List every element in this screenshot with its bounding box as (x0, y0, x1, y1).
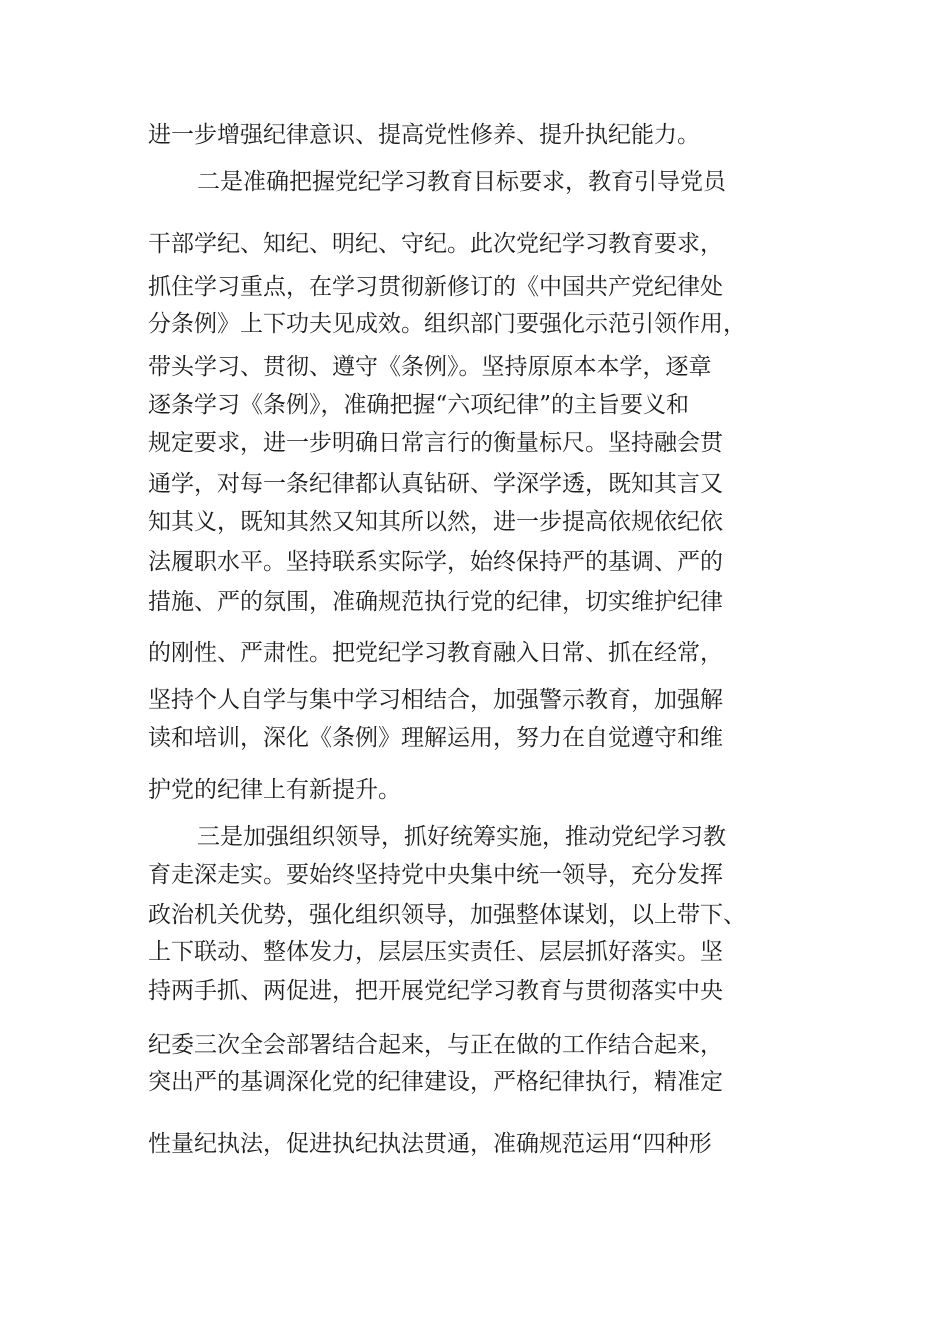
text-line: 知其义，既知其然又知其所以然，进一步提高依规依纪依 (148, 509, 723, 535)
text-line: 规定要求，进一步明确日常言行的衡量标尺。坚持融会贯 (148, 430, 723, 456)
text-line: 进一步增强纪律意识、提高党性修养、提升执纪能力。 (148, 122, 700, 148)
text-line: 坚持个人自学与集中学习相结合，加强警示教育，加强解 (148, 687, 723, 713)
text-line: 措施、严的氛围，准确规范执行党的纪律，切实维护纪律 (148, 589, 723, 615)
text-line: 上下联动、整体发力，层层压实责任、层层抓好落实。坚 (148, 939, 723, 965)
text-line: 分条例》上下功夫见成效。组织部门要强化示范引领作用， (148, 311, 746, 337)
text-line: 护党的纪律上有新提升。 (148, 777, 401, 803)
paragraph-first-line: 三是加强组织领导，抓好统筹实施，推动党纪学习教 (197, 824, 726, 850)
text-line: 持两手抓、两促进，把开展党纪学习教育与贯彻落实中央 (148, 978, 723, 1004)
text-line: 纪委三次全会部署结合起来，与正在做的工作结合起来， (148, 1032, 723, 1058)
text-line: 抓住学习重点，在学习贯彻新修订的《中国共产党纪律处 (148, 274, 723, 300)
text-line: 带头学习、贯彻、遵守《条例》。坚持原原本本学，逐章 (148, 354, 712, 380)
text-line: 读和培训，深化《条例》理解运用，努力在自觉遵守和维 (148, 725, 723, 751)
text-line: 干部学纪、知纪、明纪、守纪。此次党纪学习教育要求， (148, 231, 723, 257)
text-line: 育走深走实。要始终坚持党中央集中统一领导，充分发挥 (148, 862, 723, 888)
text-line: 的刚性、严肃性。把党纪学习教育融入日常、抓在经常， (148, 640, 723, 666)
text-line: 性量纪执法，促进执纪执法贯通，准确规范运用“四种形 (148, 1131, 712, 1157)
text-line: 突出严的基调深化党的纪律建设，严格纪律执行，精准定 (148, 1069, 723, 1095)
text-line: 政治机关优势，强化组织领导，加强整体谋划，以上带下、 (148, 902, 746, 928)
text-line: 法履职水平。坚持联系实际学，始终保持严的基调、严的 (148, 549, 723, 575)
text-line: 逐条学习《条例》，准确把握“六项纪律”的主旨要义和 (148, 392, 690, 418)
paragraph-first-line: 二是准确把握党纪学习教育目标要求，教育引导党员 (197, 169, 726, 195)
text-line: 通学，对每一条纪律都认真钻研、学深学透，既知其言又 (148, 471, 723, 497)
